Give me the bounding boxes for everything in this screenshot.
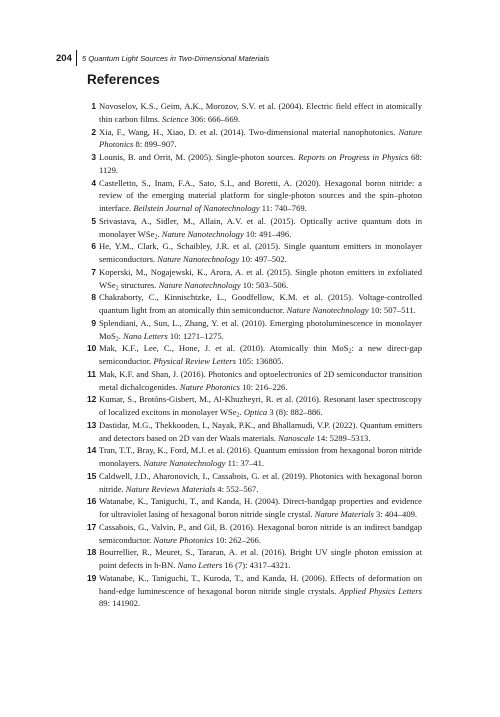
reference-text: Tran, T.T., Bray, K., Ford, M.J. et al. (2016). Quantum emission from hexagonal boron nitride monolayers. Nature Nanotechnology 11: 37–41. [99, 445, 422, 468]
reference-number: 1 [91, 101, 96, 111]
reference-text: Koperski, M., Nogajewski, K., Arora, A. et al. (2015). Single photon emitters in exfoliated WSe$_2$ structures. Nature Nanotechnology 10: 503–506. [99, 266, 422, 291]
reference-text: Mak, K.F. and Shan, J. (2016). Photonics and optoelectronics of 2D semiconductor transition metal dichalcogenides. Nature Photonics 10: 216–226. [99, 368, 422, 392]
reference-number: 6 [91, 241, 96, 252]
header-divider [76, 50, 77, 66]
reference-text: Splendiani, A., Sun, L., Zhang, Y. et al. (2010). Emerging photoluminescence in monolayer MoS$_2$. Nano Letters 10: 1271–1275. [99, 317, 422, 342]
reference-item [87, 342, 422, 368]
reference-text: Mak, K.F., Lee, C., Hone, J. et al. (2010). Atomically thin MoS$_2$: a new direct-gap semiconductor. Physical Review Letters 105: 136805. [99, 343, 422, 366]
reference-number: 2 [91, 126, 96, 137]
reference-item [87, 546, 422, 572]
reference-item [87, 240, 422, 266]
page-number: 204 [56, 52, 72, 64]
reference-number: 10 [87, 343, 97, 354]
reference-text: Watanabe, K., Taniguchi, T., Kuroda, T., and Kanda, H. (2006). Effects of deformation on band-edge luminescence of hexagonal boron nitride single crystals. Applied Physics Letters 89: 141902. [99, 572, 422, 609]
reference-number: 9 [91, 317, 96, 328]
running-head [56, 50, 269, 66]
reference-text: Kumar, S., Brotóns-Gisbert, M., Al-Khuzheyri, R. et al. (2016). Resonant laser spectroscopy of localized excitons in monolayer WSe$_2$. Optica 3 (8): 882–886. [99, 394, 422, 419]
reference-number: 5 [91, 215, 96, 226]
reference-item [87, 215, 422, 241]
chapter-title: 5 Quantum Light Sources in Two-Dimensional Materials [81, 53, 270, 63]
reference-number: 16 [87, 496, 97, 507]
reference-item [87, 151, 422, 177]
reference-item [87, 126, 422, 152]
reference-number: 4 [91, 177, 96, 188]
reference-text: Watanabe, K., Taniguchi, T., and Kanda, H. (2004). Direct-bandgap properties and evidence for ultraviolet lasing of hexagonal boron nitride single crystal. Nature Materials 3: 404–409. [99, 496, 422, 519]
reference-text: Lounis, B. and Orrit, M. (2005). Single-photon sources. Reports on Progress in Physics 68: 1129. [99, 152, 422, 175]
reference-number: 8 [91, 292, 96, 303]
reference-number: 15 [87, 470, 97, 481]
reference-text: Chakraborty, C., Kinnischtzke, L., Goodfellow, K.M. et al. (2015). Voltage-controlled quantum light from an atomically thin semiconductor. Nature Nanotechnology 10: 507–511. [99, 292, 422, 315]
reference-item [87, 521, 422, 547]
reference-item [87, 470, 422, 496]
reference-text: Srivastava, A., Sidler, M., Allain, A.V. et al. (2015). Optically active quantum dots in monolayer WSe$_2$. Nature Nanotechnology 10: 491–496. [99, 215, 422, 240]
reference-item [87, 177, 422, 215]
reference-item [87, 495, 422, 521]
reference-list [87, 100, 422, 610]
reference-item [87, 572, 422, 610]
reference-number: 12 [87, 394, 97, 405]
reference-item [87, 368, 422, 394]
reference-number: 17 [87, 521, 97, 532]
reference-item [87, 444, 422, 470]
reference-text: Dastidar, M.G., Thekkooden, I., Nayak, P.K., and Bhallamudi, V.P. (2022). Quantum emitters and detectors based on 2D van der Waals materials. Nanoscale 14: 5289–5313. [99, 419, 422, 443]
reference-number: 18 [87, 547, 97, 558]
reference-number: 7 [91, 266, 96, 277]
reference-number: 19 [87, 572, 97, 583]
reference-text: Novoselov, K.S., Geim, A.K., Morozov, S.V. et al. (2004). Electric field effect in atomically thin carbon films. Science 306: 666–669. [99, 101, 422, 124]
reference-number: 13 [87, 419, 97, 430]
reference-item [87, 317, 422, 343]
reference-number: 11 [87, 368, 96, 379]
reference-text: Cassabois, G., Valvin, P., and Gil, B. (2016). Hexagonal boron nitride is an indirect bandgap semiconductor. Nature Photonics 10: 262–266. [99, 521, 422, 545]
reference-item [87, 419, 422, 445]
reference-text: Caldwell, J.D., Aharonovich, I., Cassabois, G. et al. (2019). Photonics with hexagonal boron nitride. Nature Reviews Materials 4: 552–567. [99, 470, 422, 494]
reference-number: 3 [91, 152, 96, 162]
reference-item [87, 100, 422, 126]
reference-text: Castelletto, S., Inam, F.A., Sato, S.I., and Boretti, A. (2020). Hexagonal boron nitride: a review of the emerging material platform for single-photon sources and the spin–photon interface. Beilstein Journal of Nanotechnology 11: 740–769. [99, 177, 422, 213]
references-heading: References [87, 72, 160, 87]
reference-item [87, 266, 422, 292]
reference-item [87, 393, 422, 419]
reference-item [87, 291, 422, 317]
reference-text: He, Y.M., Clark, G., Schaibley, J.R. et al. (2015). Single quantum emitters in monolayer semiconductors. Nature Nanotechnology 10: 497–502. [99, 241, 422, 264]
reference-text: Bourrellier, R., Meuret, S., Tararan, A. et al. (2016). Bright UV single photon emission at point defects in h-BN. Nano Letters 16 (7): 4317–4321. [99, 547, 422, 570]
reference-text: Xia, F., Wang, H., Xiao, D. et al. (2014). Two-dimensional material nanophotonics. Nature Photonics 8: 899–907. [99, 126, 422, 150]
reference-number: 14 [87, 445, 97, 456]
